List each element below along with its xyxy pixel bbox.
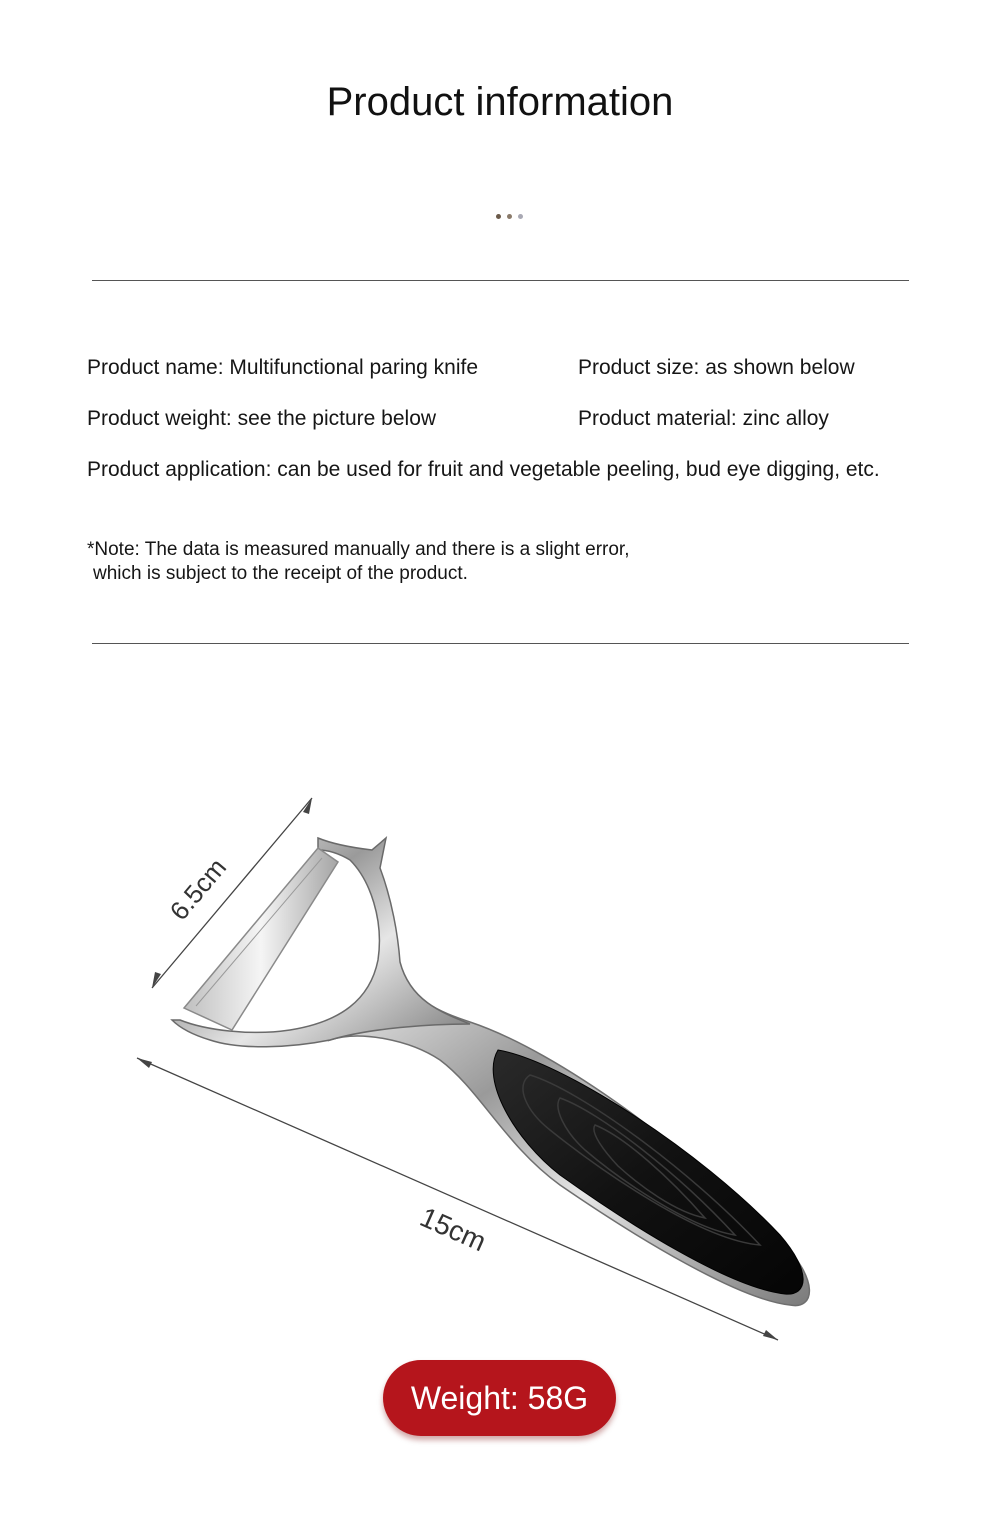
spec-product-name: Product name: Multifunctional paring knife — [87, 356, 479, 379]
arrow-head-icon — [152, 972, 161, 988]
note-line-1: *Note: The data is measured manually and there is a slight error, — [87, 539, 630, 560]
divider-bottom — [92, 643, 909, 644]
width-label: 6.5cm — [163, 852, 233, 926]
spec-product-weight: Product weight: see the picture below — [87, 407, 437, 430]
weight-badge: Weight: 58G — [383, 1360, 616, 1436]
divider-top — [92, 280, 909, 281]
dot-icon — [507, 214, 512, 219]
page-title: Product information — [326, 80, 674, 124]
spec-product-size: Product size: as shown below — [578, 356, 855, 379]
length-label: 15cm — [415, 1201, 491, 1258]
dot-icon — [518, 214, 523, 219]
arrow-head-icon — [303, 798, 312, 814]
spec-product-application: Product application: can be used for fruit and vegetable peeling, bud eye digging, etc. — [87, 458, 880, 481]
measurement-note — [87, 538, 630, 586]
decorative-dots — [496, 214, 530, 220]
spec-product-material: Product material: zinc alloy — [578, 407, 829, 430]
arrow-head-icon — [763, 1330, 778, 1340]
arrow-head-icon — [137, 1058, 152, 1068]
peeler-body — [172, 838, 809, 1306]
dot-icon — [496, 214, 501, 219]
note-line-2: which is subject to the receipt of the product. — [93, 563, 468, 584]
peeler-illustration — [0, 760, 1000, 1360]
